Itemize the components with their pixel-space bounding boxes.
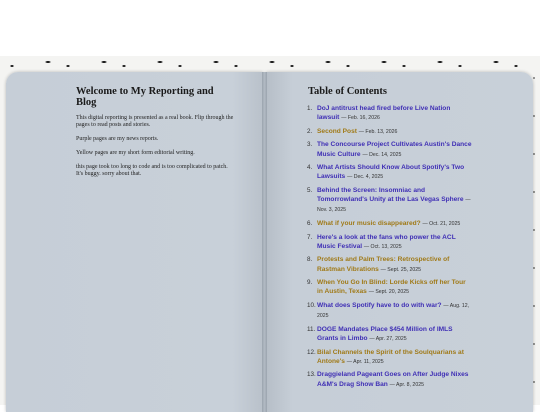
toc-entry-link[interactable]: The Concourse Project Cultivates Austin's Dance Music Culture xyxy=(317,141,472,158)
toc-entry-number: 11. xyxy=(307,325,316,333)
toc-entry-number: 7. xyxy=(307,233,313,241)
toc-entry-number: 3. xyxy=(307,141,313,149)
toc-entry-number: 8. xyxy=(307,256,313,264)
toc-entry-date: — Dec. 4, 2025 xyxy=(347,174,384,181)
toc-entry-date: — Oct. 13, 2025 xyxy=(363,243,402,250)
toc-title: Table of Contents xyxy=(308,86,387,97)
toc-entry-link[interactable]: Protests and Palm Trees: Retrospective of Rastman Vibrations xyxy=(317,256,450,273)
toc-entry-number: 13. xyxy=(307,371,316,379)
purple-pages-note: Purple pages are my news reports. xyxy=(76,136,159,142)
toc-entry-number: 6. xyxy=(307,219,313,227)
toc-entry-link[interactable]: Here's a look at the fans who power the ACL Music Festival xyxy=(317,233,456,250)
book-spine xyxy=(262,72,267,412)
toc-entry-date: — Oct. 21, 2025 xyxy=(422,220,461,227)
intro-paragraph: This digital reporting is presented as a real book. Flip through the pages to read posts and stories. xyxy=(76,115,234,128)
toc-entry[interactable] xyxy=(308,163,473,182)
toc-entry-link[interactable]: Behind the Screen: Insomniac and Tomorrowland's Unity at the Las Vegas Sphere xyxy=(317,186,464,204)
toc-entry[interactable] xyxy=(308,301,473,321)
toc-list xyxy=(308,104,473,390)
toc-entry-number: 10. xyxy=(307,301,316,309)
top-margin xyxy=(0,0,540,56)
toc-entry-number: 9. xyxy=(307,279,313,287)
toc-entry[interactable] xyxy=(308,348,473,367)
toc-entry[interactable] xyxy=(308,325,473,344)
toc-entry-link[interactable]: Draggieland Pageant Goes on After Judge Nixes A&M's Drag Show Ban xyxy=(317,371,469,388)
toc-entry[interactable] xyxy=(308,278,473,297)
table-of-contents xyxy=(308,86,473,393)
toc-entry[interactable] xyxy=(308,140,473,159)
welcome-title: Welcome to My Reporting and Blog xyxy=(76,86,214,108)
toc-entry-date: — Dec. 14, 2025 xyxy=(362,151,402,158)
toc-entry-link[interactable]: Bilal Channels the Spirit of the Soulquarians at Antone's xyxy=(317,348,464,365)
toc-entry[interactable] xyxy=(308,104,473,123)
toc-entry[interactable] xyxy=(308,233,473,252)
toc-entry-link[interactable]: What if your music disappeared? xyxy=(317,219,421,227)
toc-entry-link[interactable]: DOGE Mandates Place $454 Million of IMLS Grants in Limbo xyxy=(317,325,453,342)
toc-entry-date: — Feb. 13, 2026 xyxy=(358,128,398,135)
toc-entry-date: — Apr. 27, 2025 xyxy=(369,335,407,342)
toc-entry[interactable] xyxy=(308,370,473,389)
toc-entry-date: — Feb. 16, 2026 xyxy=(341,115,380,122)
toc-entry[interactable] xyxy=(308,127,473,137)
toc-entry-link[interactable]: What does Spotify have to do with war? xyxy=(317,301,442,309)
toc-entry-number: 4. xyxy=(307,164,313,172)
toc-entry-number: 12. xyxy=(307,348,316,356)
toc-entry-date: — Sept. 20, 2025 xyxy=(368,289,410,296)
buggy-page-note: this page took too long to code and is too complicated to patch. It's buggy. sorry about that. xyxy=(76,164,228,177)
toc-entry-number: 1. xyxy=(307,105,313,112)
toc-entry-date: — Sept. 25, 2025 xyxy=(380,266,422,273)
toc-entry-link[interactable]: When You Go In Blind: Lorde Kicks off her Tour in Austin, Texas xyxy=(317,279,466,296)
toc-entry-number: 2. xyxy=(307,127,313,135)
toc-entry-link[interactable]: What Artists Should Know About Spotify's Two Lawsuits xyxy=(317,164,465,181)
toc-entry-link[interactable]: DoJ antitrust head fired before Live Nation lawsuit xyxy=(317,105,451,122)
toc-entry-date: — Apr. 8, 2025 xyxy=(389,381,424,388)
toc-entry[interactable] xyxy=(308,219,473,229)
yellow-pages-note: Yellow pages are my short form editorial writing. xyxy=(76,150,195,156)
toc-entry-date: — Nov. 3, 2025 xyxy=(317,197,471,214)
toc-entry-number: 5. xyxy=(307,186,313,194)
welcome-section xyxy=(76,86,236,178)
toc-entry[interactable] xyxy=(308,255,473,274)
toc-entry[interactable] xyxy=(308,186,473,216)
toc-entry-date: — Apr. 11, 2025 xyxy=(346,358,384,365)
toc-entry-date: — Aug. 12, 2025 xyxy=(317,302,470,320)
toc-entry-link[interactable]: Second Post xyxy=(317,127,357,135)
